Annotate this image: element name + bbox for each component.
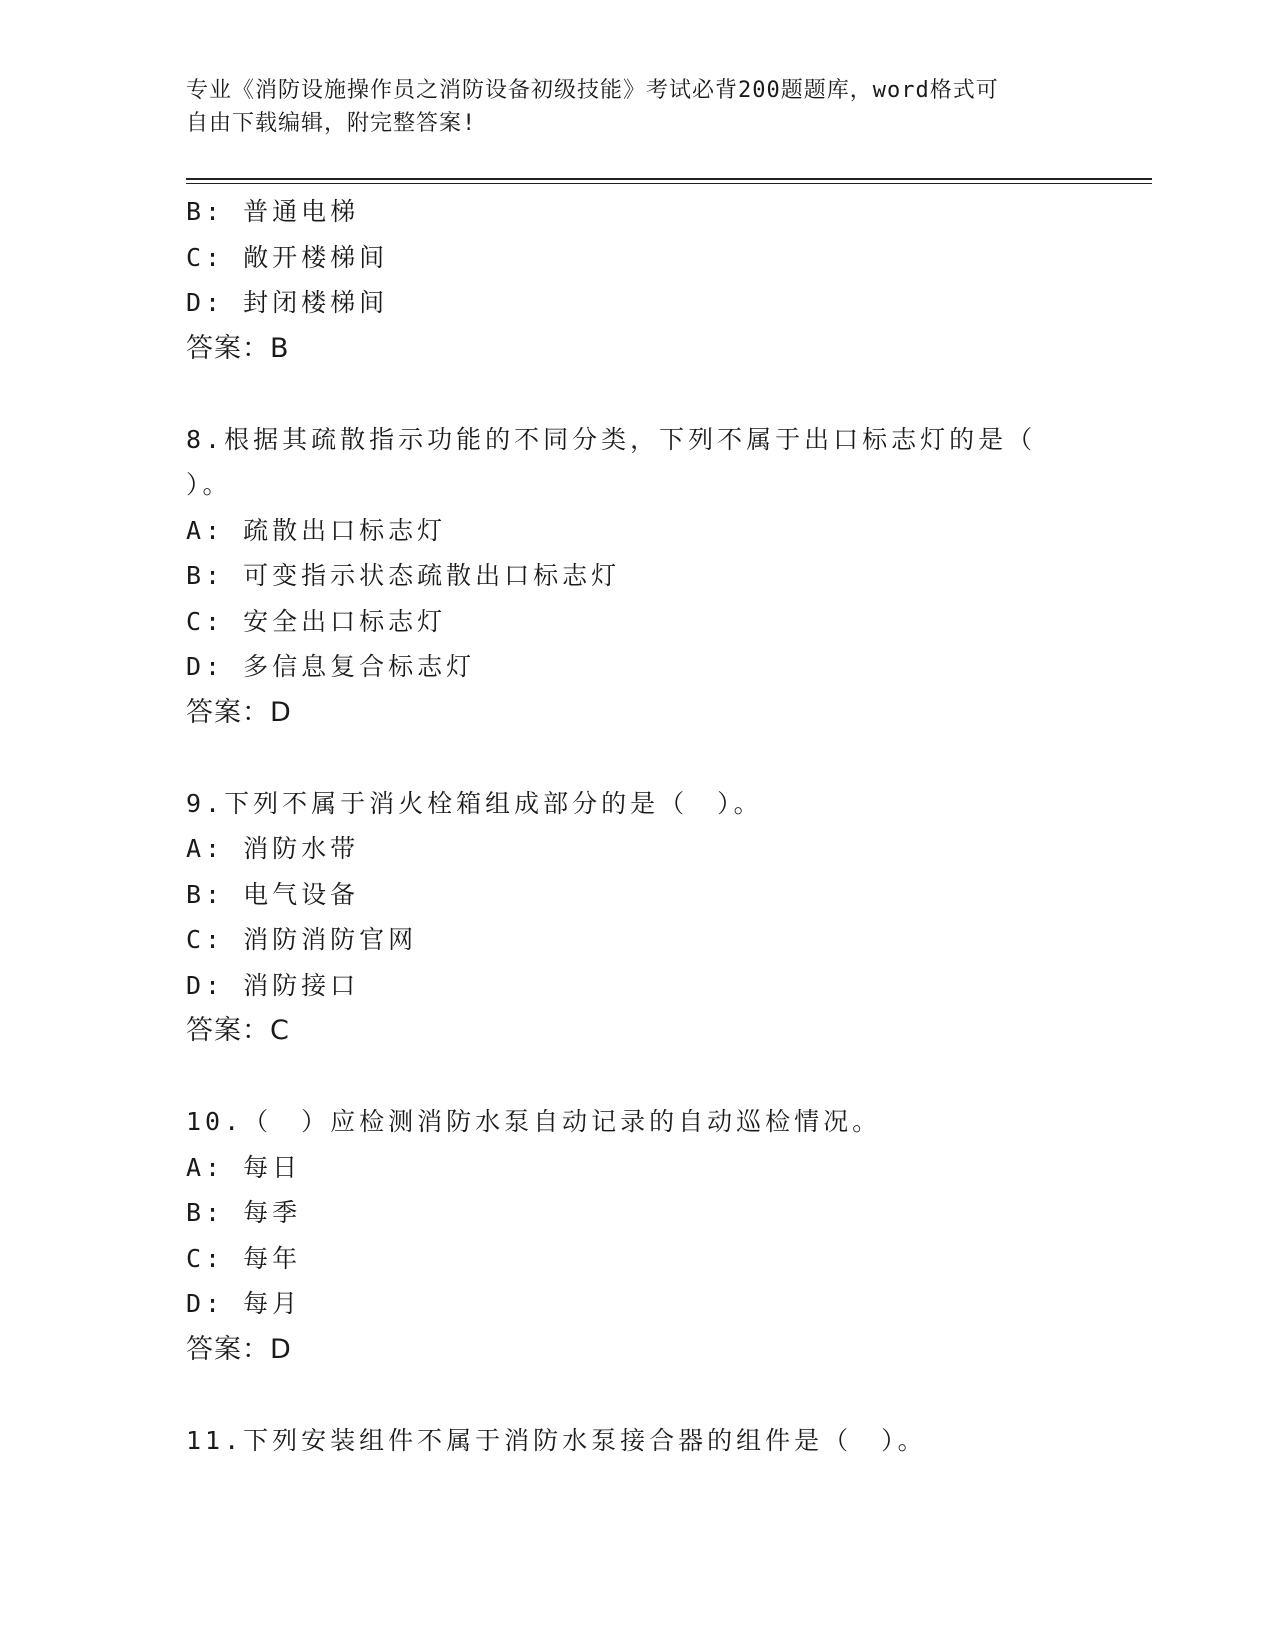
option-a: A: 疏散出口标志灯: [186, 515, 447, 545]
answer: 答案：B: [186, 332, 290, 364]
header-divider: [186, 178, 1152, 180]
question-stem: 9.下列不属于消火栓箱组成部分的是（ ）。: [186, 788, 763, 818]
header-line-1: 专业《消防设施操作员之消防设备初级技能》考试必背200题题库，word格式可: [186, 78, 999, 103]
question-9: [186, 781, 1146, 1054]
option-c: C: 每年: [186, 1243, 302, 1273]
answer: 答案：D: [186, 1333, 292, 1365]
option-c: C: 敞开楼梯间: [186, 242, 389, 272]
question-10: [186, 1099, 1146, 1372]
question-stem: 8.根据其疏散指示功能的不同分类，下列不属于出口标志灯的是（: [186, 424, 1037, 454]
header-divider-thin: [186, 183, 1152, 184]
option-d: D: 消防接口: [186, 970, 360, 1000]
option-d: D: 封闭楼梯间: [186, 288, 389, 317]
header-line-2: 自由下载编辑，附完整答案!: [186, 111, 477, 136]
option-c: C: 安全出口标志灯: [186, 606, 447, 636]
spacer: [186, 371, 1146, 417]
option-a: A: 消防水带: [186, 834, 360, 863]
question-list: [186, 189, 1146, 1463]
spacer: [186, 1054, 1146, 1100]
question-8: [186, 417, 1146, 736]
spacer: [186, 735, 1146, 781]
option-b: B: 每季: [186, 1198, 302, 1227]
option-b: B: 电气设备: [186, 879, 360, 909]
answer: 答案：C: [186, 1015, 290, 1046]
question-11: [186, 1418, 1146, 1464]
option-b: B: 普通电梯: [186, 197, 360, 226]
spacer: [186, 1372, 1146, 1418]
option-b: B: 可变指示状态疏散出口标志灯: [186, 561, 621, 590]
option-d: D: 多信息复合标志灯: [186, 652, 476, 681]
option-a: A: 每日: [186, 1152, 302, 1182]
option-d: D: 每月: [186, 1289, 302, 1318]
answer: 答案：D: [186, 696, 292, 728]
question-7: [186, 189, 1146, 371]
question-stem: 11.下列安装组件不属于消防水泵接合器的组件是（ ）。: [186, 1425, 927, 1455]
question-stem-continued: ）。: [186, 470, 232, 499]
document-header: [186, 74, 1066, 140]
option-c: C: 消防消防官网: [186, 925, 418, 954]
question-stem: 10.（ ）应检测消防水泵自动记录的自动巡检情况。: [186, 1107, 882, 1136]
